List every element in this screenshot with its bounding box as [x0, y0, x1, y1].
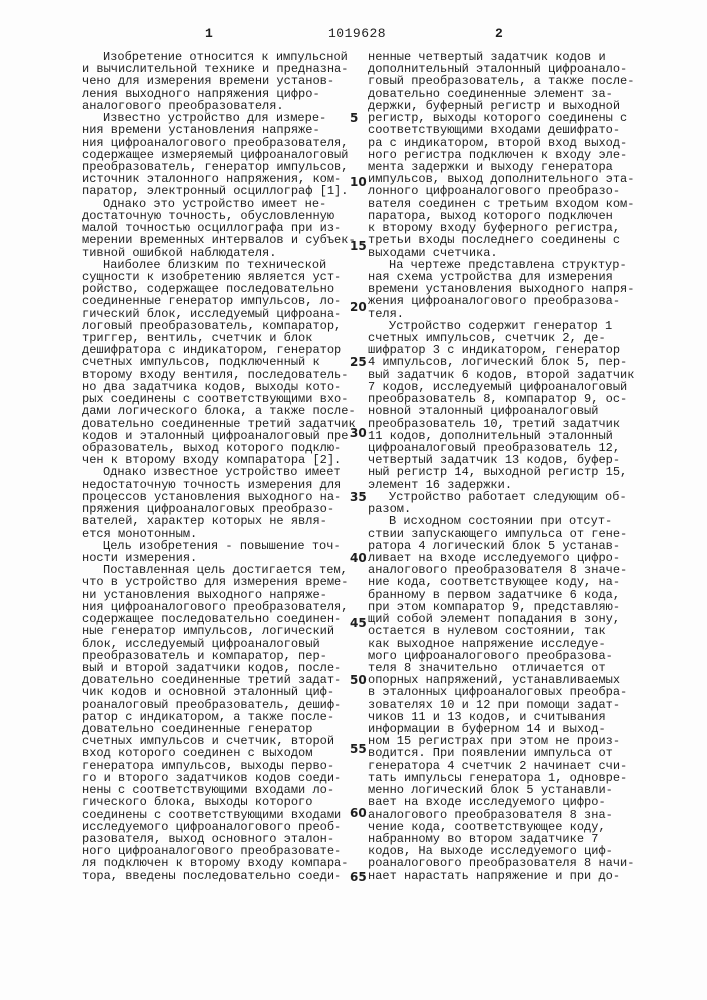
text-line: преобразователь 10, третий задатчик: [368, 418, 634, 430]
text-line: преобразователь и компаратор, пер-: [82, 650, 356, 662]
text-line: преобразователь, генератор импульсов,: [82, 161, 356, 173]
text-line: довательно соединенные третий задат-: [82, 674, 356, 686]
text-line: разователя, выход основного эталон-: [82, 833, 356, 845]
text-line: второму входу вентиля, последователь-: [82, 369, 356, 381]
text-line: На чертеже представлена структур-: [368, 259, 634, 271]
text-line: го и второго задатчиков кодов соеди-: [82, 772, 356, 784]
line-number: 15: [350, 239, 367, 253]
text-line: гического блока, выходы которого: [82, 796, 356, 808]
text-line: шифратор 3 с индикатором, генератор: [368, 344, 634, 356]
text-line: довательно соединенные третий задатчик: [82, 418, 356, 430]
text-line: ние кода, соответствующее коду, на-: [368, 576, 634, 588]
text-line: вателей, характер которых не явля-: [82, 515, 356, 527]
text-line: Устройство работает следующим об-: [368, 491, 634, 503]
text-line: ния цифроаналогового преобразователя,: [82, 137, 356, 149]
line-number: 10: [350, 175, 367, 189]
text-line: теля.: [368, 308, 634, 320]
text-line: говый преобразователь, а также после-: [368, 75, 634, 87]
text-line: содержащее последовательно соединен-: [82, 613, 356, 625]
text-line: разом.: [368, 503, 634, 515]
text-line: теля 8 значительно отличается от: [368, 662, 634, 674]
right-text-column: [368, 51, 634, 882]
text-line: вый задатчик 6 кодов, второй задатчик: [368, 369, 634, 381]
text-line: Наиболее близким по технической: [82, 259, 356, 271]
text-line: счетных импульсов, счетчик 2, де-: [368, 332, 634, 344]
text-line: ном 15 регистрах при этом не произ-: [368, 735, 634, 747]
text-line: 4 импульсов, логический блок 5, пер-: [368, 356, 634, 368]
text-line: ратора 4 логический блок 5 устанав-: [368, 540, 634, 552]
text-line: мого цифроаналогового преобразова-: [368, 650, 634, 662]
text-line: чение кода, соответствующее коду,: [368, 821, 634, 833]
text-line: Однако известное устройство имеет: [82, 466, 356, 478]
text-line: чен к второму входу компаратора [2].: [82, 454, 356, 466]
line-number: 5: [350, 111, 358, 125]
text-line: довательно соединенные генератор: [82, 723, 356, 735]
text-line: Поставленная цель достигается тем,: [82, 564, 356, 576]
line-number: 30: [350, 426, 367, 440]
text-line: при этом компаратор 9, представляю-: [368, 601, 634, 613]
line-number: 45: [350, 616, 367, 630]
text-line: чено для измерения времени установ-: [82, 75, 356, 87]
text-line: образователь, выход которого подклю-: [82, 442, 356, 454]
text-line: к второму входу буферного регистра,: [368, 222, 634, 234]
text-line: ра с индикатором, второй вход выход-: [368, 137, 634, 149]
text-line: 7 кодов, исследуемый цифроаналоговый: [368, 381, 634, 393]
text-line: процессов установления выходного на-: [82, 491, 356, 503]
text-line: Цель изобретения - повышение точ-: [82, 540, 356, 552]
text-line: довательно соединенные элемент за-: [368, 88, 634, 100]
text-line: остается в нулевом состоянии, так: [368, 625, 634, 637]
line-number: 35: [350, 490, 367, 504]
text-line: счетных импульсов и счетчик, второй: [82, 735, 356, 747]
text-line: паратор, электронный осциллограф [1].: [82, 185, 356, 197]
text-line: генератора 4 счетчик 2 начинает счи-: [368, 760, 634, 772]
text-line: недостаточную точность измерения для: [82, 479, 356, 491]
text-line: кодов и эталонный цифроаналоговый пре-: [82, 430, 356, 442]
text-line: тора, введены последовательно соеди-: [82, 870, 356, 882]
text-line: водится. При появлении импульса от: [368, 747, 634, 759]
text-line: кодов, На выходе исследуемого циф-: [368, 845, 634, 857]
text-line: дами логического блока, а также после-: [82, 405, 356, 417]
text-line: источник эталонного напряжения, ком-: [82, 173, 356, 185]
text-line: ливает на входе исследуемого цифро-: [368, 552, 634, 564]
line-number: 40: [350, 551, 367, 565]
line-number: 55: [350, 742, 367, 756]
text-line: жения цифроаналогового преобразова-: [368, 295, 634, 307]
page-number-left: 1: [205, 26, 213, 41]
text-line: ности измерения.: [82, 552, 356, 564]
text-line: вает на входе исследуемого цифро-: [368, 796, 634, 808]
text-line: аналогового преобразователя 8 зна-: [368, 809, 634, 821]
text-line: чик кодов и основной эталонный циф-: [82, 686, 356, 698]
text-line: лонного цифроаналогового преобразо-: [368, 185, 634, 197]
text-line: ствии запускающего импульса от гене-: [368, 528, 634, 540]
text-line: соединенные генератор импульсов, ло-: [82, 295, 356, 307]
text-line: набранному во втором задатчике 7: [368, 833, 634, 845]
text-line: роаналогового преобразователя 8 начи-: [368, 857, 634, 869]
text-line: и вычислительной технике и предназна-: [82, 63, 356, 75]
text-line: счетных импульсов, подключенный к: [82, 356, 356, 368]
text-line: нает нарастать напряжение и при до-: [368, 870, 634, 882]
text-line: Однако это устройство имеет не-: [82, 198, 356, 210]
text-line: времени установления выходного напря-: [368, 283, 634, 295]
left-text-column: [82, 51, 356, 882]
page-number-right: 2: [495, 26, 503, 41]
text-line: как выходное напряжение исследуе-: [368, 638, 634, 650]
text-line: В исходном состоянии при отсут-: [368, 515, 634, 527]
text-line: вход которого соединен с выходом: [82, 747, 356, 759]
text-line: ления выходного напряжения цифро-: [82, 88, 356, 100]
text-line: ного регистра подключен к входу эле-: [368, 149, 634, 161]
text-line: зователях 10 и 12 при помощи задат-: [368, 699, 634, 711]
text-line: рых соединены с соответствующими вхо-: [82, 393, 356, 405]
text-line: регистр, выходы которого соединены с: [368, 112, 634, 124]
text-line: аналогового преобразователя.: [82, 100, 356, 112]
text-line: роаналоговый преобразователь, дешиф-: [82, 699, 356, 711]
line-number: 20: [350, 300, 367, 314]
line-number: 60: [350, 806, 367, 820]
text-line: аналогового преобразователя 8 значе-: [368, 564, 634, 576]
text-line: достаточную точность, обусловленную: [82, 210, 356, 222]
text-line: вателя соединен с третьим входом ком-: [368, 198, 634, 210]
text-line: 11 кодов, дополнительный эталонный: [368, 430, 634, 442]
patent-number: 1019628: [328, 26, 386, 41]
text-line: паратора, выход которого подключен: [368, 210, 634, 222]
text-line: дополнительный эталонный цифроанало-: [368, 63, 634, 75]
text-line: импульсов, выход дополнительного эта-: [368, 173, 634, 185]
text-line: мента задержки и выходу генератора: [368, 161, 634, 173]
text-line: но два задатчика кодов, выходы кото-: [82, 381, 356, 393]
text-line: триггер, вентиль, счетчик и блок: [82, 332, 356, 344]
text-line: выходами счетчика.: [368, 247, 634, 259]
text-line: ля подключен к второму входу компара-: [82, 857, 356, 869]
text-line: вый и второй задатчики кодов, после-: [82, 662, 356, 674]
text-line: держки, буферный регистр и выходной: [368, 100, 634, 112]
text-line: ратор с индикатором, а также после-: [82, 711, 356, 723]
text-line: Известно устройство для измере-: [82, 112, 356, 124]
text-line: пряжения цифроаналоговых преобразо-: [82, 503, 356, 515]
text-line: ния времени установления напряже-: [82, 124, 356, 136]
text-line: генератора импульсов, выходы перво-: [82, 760, 356, 772]
text-line: чиков 11 и 13 кодов, и считывания: [368, 711, 634, 723]
text-line: ная схема устройства для измерения: [368, 271, 634, 283]
text-line: блок, исследуемый цифроаналоговый: [82, 638, 356, 650]
text-line: нены с соответствующими входами ло-: [82, 784, 356, 796]
text-line: сущности к изобретению является уст-: [82, 271, 356, 283]
text-line: четвертый задатчик 13 кодов, буфер-: [368, 454, 634, 466]
text-line: ни установления выходного напряже-: [82, 589, 356, 601]
text-line: логовый преобразователь, компаратор,: [82, 320, 356, 332]
line-number: 25: [350, 355, 367, 369]
text-line: малой точностью осциллографа при из-: [82, 222, 356, 234]
text-line: новной эталонный цифроаналоговый: [368, 405, 634, 417]
text-line: что в устройство для измерения време-: [82, 576, 356, 588]
text-line: Устройство содержит генератор 1: [368, 320, 634, 332]
text-line: преобразователь 8, компаратор 9, ос-: [368, 393, 634, 405]
text-line: ного цифроаналогового преобразовате-: [82, 845, 356, 857]
text-line: тивной ошибкой наблюдателя.: [82, 247, 356, 259]
text-line: элемент 16 задержки.: [368, 479, 634, 491]
text-line: щий собой элемент попадания в зону,: [368, 613, 634, 625]
text-line: Изобретение относится к импульсной: [82, 51, 356, 63]
text-line: опорных напряжений, устанавливаемых: [368, 674, 634, 686]
text-line: менно логический блок 5 устанавли-: [368, 784, 634, 796]
text-line: содержащее измеряемый цифроаналоговый: [82, 149, 356, 161]
text-line: ния цифроаналогового преобразователя,: [82, 601, 356, 613]
text-line: исследуемого цифроаналогового преоб-: [82, 821, 356, 833]
text-line: ройство, содержащее последовательно: [82, 283, 356, 295]
text-line: бранному в первом задатчике 6 кода,: [368, 589, 634, 601]
text-line: мерении временных интервалов и субъек-: [82, 234, 356, 246]
text-line: соответствующими входами дешифрато-: [368, 124, 634, 136]
text-line: гический блок, исследуемый цифроана-: [82, 308, 356, 320]
text-line: дешифратора с индикатором, генератор: [82, 344, 356, 356]
line-number: 50: [350, 673, 367, 687]
text-line: цифроаналоговый преобразователь 12,: [368, 442, 634, 454]
line-number: 65: [350, 870, 367, 884]
text-line: ный регистр 14, выходной регистр 15,: [368, 466, 634, 478]
text-line: ные генератор импульсов, логический: [82, 625, 356, 637]
text-line: соединены с соответствующими входами: [82, 809, 356, 821]
text-line: третьи входы последнего соединены с: [368, 234, 634, 246]
text-line: тать импульсы генератора 1, одновре-: [368, 772, 634, 784]
text-line: ненные четвертый задатчик кодов и: [368, 51, 634, 63]
text-line: ется монотонным.: [82, 528, 356, 540]
text-line: в эталонных цифроаналоговых преобра-: [368, 686, 634, 698]
text-line: информации в буферном 14 и выход-: [368, 723, 634, 735]
